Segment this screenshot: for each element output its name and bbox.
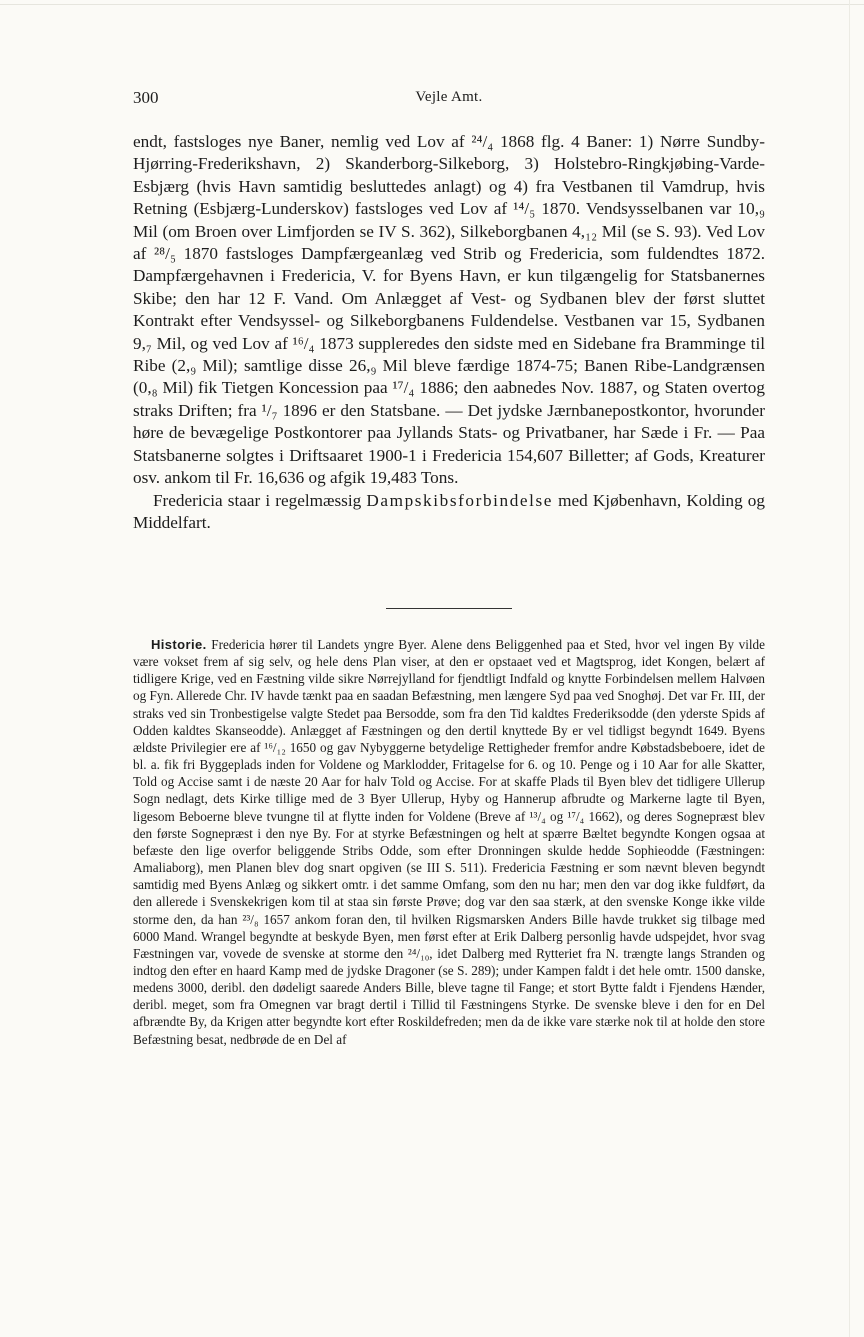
main-paragraph-2 [133, 490, 765, 535]
history-paragraph [133, 636, 765, 1048]
section-divider [386, 608, 512, 609]
scan-edge-line [0, 4, 864, 5]
history-heading: Historie. [151, 637, 207, 652]
page-fold-line [849, 0, 850, 1337]
main-paragraph-1: endt, fastsloges nye Baner, nemlig ved Lov af ²⁴/₄ 1868 flg. 4 Baner: 1) Nørre Sundby-Hjørring-Frederikshavn, 2) Skanderborg-Silkeborg, 3) Holstebro-Ringkjøbing-Varde-Esbjærg (hvis Havn samtidig besluttedes anlagt) og 4) fra Vestbanen til Vamdrup, hvis Retning (Esbjærg-Lunderskov) fastsloges ved Lov af ¹⁴/₅ 1870. Vendsysselbanen var 10,₉ Mil (om Broen over Limfjorden se IV S. 362), Silkeborgbanen 4,₁₂ Mil (se S. 93). Ved Lov af ²⁸/₅ 1870 fastsloges Dampfærgeanlæg ved Strib og Fredericia, som fuldendtes 1872. Dampfærgehavnen i Fredericia, V. for Byens Havn, er kun tilgængelig for Statsbanernes Skibe; den har 12 F. Vand. Om Anlægget af Vest- og Sydbanen blev der først sluttet Kontrakt efter Vendsyssel- og Silkeborgbanens Fuldendelse. Vestbanen var 15, Sydbanen 9,₇ Mil, og ved Lov af ¹⁶/₄ 1873 suppleredes den sidste med en Sidebane fra Bramminge til Ribe (2,₉ Mil); samtlige disse 26,₉ Mil bleve færdige 1874-75; Banen Ribe-Landgrænsen (0,₈ Mil) fik Tietgen Koncession paa ¹⁷/₄ 1886; den aabnedes Nov. 1887, og Staten overtog straks Driften; fra ¹/₇ 1896 er den Statsbane. — Det jydske Jærnbanepostkontor, hvorunder høre de bevægelige Postkontorer paa Jyllands Stats- og Privatbaner, har Sæde i Fr. — Paa Statsbanerne solgtes i Driftsaaret 1900-1 i Fredericia 154,607 Billetter; af Gods, Kreaturer osv. ankom til Fr. 16,636 og afgik 19,483 Tons. [133, 132, 765, 488]
history-text: Fredericia hører til Landets yngre Byer. Alene dens Beliggenhed paa et Sted, hvor vel ingen By vilde være vokset frem af sig selv, og hele dens Plan viser, at den er opstaaet ved et Magtsprog, idet Kongen, belært af tidligere Krige, ved en Fæstning vilde sikre Nørrejylland for fjendtligt Indfald og knytte Forbindelsen mellem Halvøen og Fyn. Allerede Chr. IV havde tænkt paa en saadan Befæstning, men længere Syd paa ved Snoghøj. Det var Fr. III, der straks ved sin Tronbestigelse valgte Stedet paa Bersodde, som fra den Tid kaldtes Frederiksodde (den yderste Spids af Odden kaldtes Skanseodde). Anlægget af Fæstningen og den dertil knyttede By er vel tidligst begyndt 1649. Byens ældste Privilegier ere af ¹⁶/₁₂ 1650 og gav Nybyggerne betydelige Rettigheder fremfor andre Købstadsbeboere, idet de bl. a. fik fri Byggeplads inden for Voldene og Marklodder, Fritagelse for 6. og 10. Penge og i 10 Aar for alle Skatter, Told og Accise samt i de næste 20 Aar for halv Told og Accise. For at skaffe Plads til Byen blev det tidligere Ullerup Sogn nedlagt, dets Kirke tillige med de 3 Byer Ullerup, Hyby og Hannerup afbrudte og Markerne lagte til Byen, ligesom Beboerne bleve tvungne til at flytte inden for Voldene (Breve af ¹³/₄ og ¹⁷/₄ 1662), og deres Sognepræst blev den første Sognepræst i den nye By. For at styrke Befæstningen og helt at spærre Bæltet begyndte Kongen ogsaa at befæste den lige overfor beliggende Stribs Odde, som efter Dronningen skulde hedde Sophieodde (Fæstningen: Amaliaborg), men Planen blev dog snart opgiven (se III S. 511). Fredericia Fæstning er som nævnt bleven begyndt samtidig med Byens Anlæg og sikkert omtr. i det samme Omfang, som den nu har; men den var dog ikke fuldført, da den allerede i Svenskekrigen kom til at staa sin første Prøve; dog var den saa stærk, at den svenske Konge ikke vilde storme den, da han ²³/₈ 1657 ankom foran den, til hvilken Rigsmarsken Anders Bille havde trukket sig tilbage med 6000 Mand. Wrangel begyndte at beskyde Byen, men først efter at Erik Dalberg personlig havde udspejdet, hvor svag Fæstningen var, vovede de svenske at storme den ²⁴/₁₀, idet Dalberg med Rytteriet fra N. trængte langs Stranden og indtog den efter en haard Kamp med de jydske Dragoner (se S. 289); under Kampen faldt i det hele omtr. 1500 danske, medens 3000, deribl. den dødeligt saarede Anders Bille, bleve tagne til Fange; et stort Bytte faldt i Fjendens Hænder, deribl. meget, som fra Omegnen var bragt dertil i Tillid til Fæstningens Styrke. De svenske bleve i den for en Del afbrændte By, da Krigen atter begyndte kort efter Roskildefreden; men da de ikke vare stærke nok til at holde den store Befæstning besat, nedbrøde de en Del af [133, 637, 765, 1047]
paragraph2-spaced-word: Dampskibsforbindelse [366, 490, 554, 510]
page-number: 300 [133, 88, 159, 107]
main-text [133, 131, 765, 534]
paragraph2-start: Fredericia staar i regelmæssig [153, 490, 367, 510]
running-head: Vejle Amt. [415, 89, 483, 105]
paragraph2-end: med Kjøbenhavn, Kolding og Middelfart. [133, 490, 765, 532]
page-header [133, 88, 765, 114]
history-section [133, 636, 765, 1048]
